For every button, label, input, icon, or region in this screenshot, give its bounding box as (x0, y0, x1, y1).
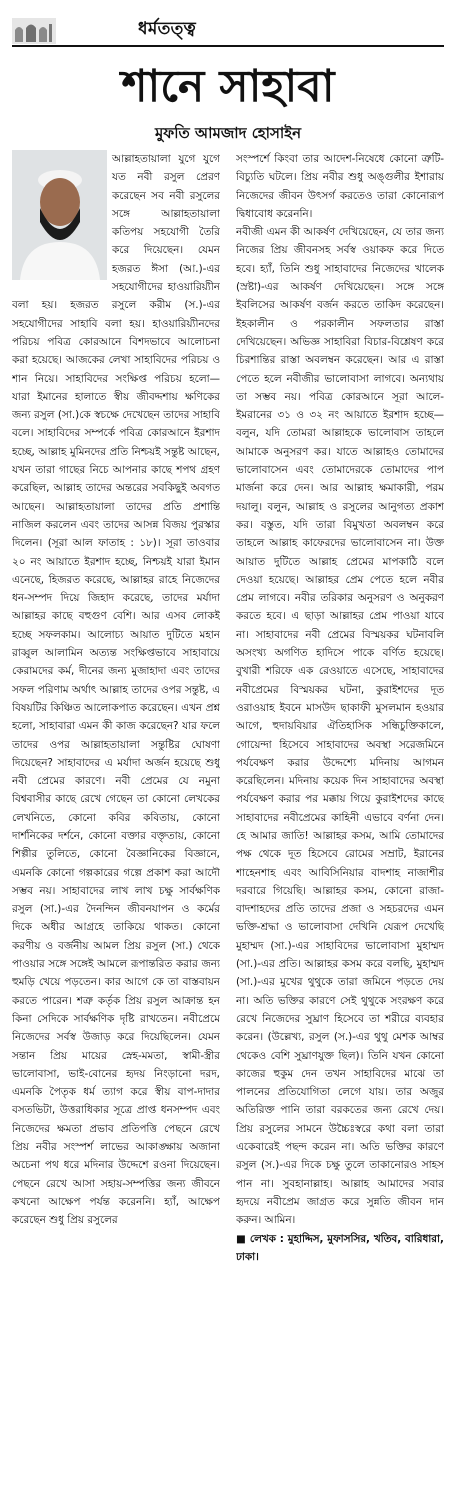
section-logo-icon (12, 18, 56, 44)
article-title: শানে সাহাবা (121, 61, 335, 112)
article-paragraph: আল্লাহতায়ালা যুগে যুগে যত নবী রসুল প্রেরণ করেছেন সব নবী রসুলের সঙ্গে আল্লাহতায়ালা কতিপয় সহযোগী তৈরি করে দিয়েছেন। যেমন হজরত ঈসা (আ.)-এর সহযোগীদের হাওয়ারিয়্যীন বলা হয়। হজরত রসুলে করীম (স.)-এর সহযোগীদের সাহাবি বলা হয়। হাওয়ারিয়্যীনদের পরিচয় পবিত্র কোরআনে বিশদভাবে আলোচনা করা হয়েছে। আজকের লেখা সাহাবিদের পরিচয় ও শান নিয়ে। সাহাবিদের সংক্ষিপ্ত পরিচয় হলো— যারা ইমানের হালাতে স্বীয় জীবদ্দশায় ক্ষণিকের জন্য রসুল (সা.)কে স্বচক্ষে দেখেছেন তাদের সাহাবি বলে। সাহাবিদের সম্পর্কে পবিত্র কোরআনে ইরশাদ হচ্ছে, আল্লাহ মুমিনদের প্রতি নিশ্চয়ই সন্তুষ্ট আছেন, যখন তারা গাছের নিচে আপনার কাছে শপথ গ্রহণ করেছিল, আল্লাহ তাদের অন্তরের সবকিছুই অবগত আছেন। আল্লাহতায়ালা তাদের প্রতি প্রশান্তি নাজিল করলেন এবং তাদের আসন্ন বিজয় পুরস্কার দিলেন। (সূরা আল ফাতাহ : ১৮)। সূরা তাওবার ২০ নং আয়াতে ইরশাদ হচ্ছে, নিশ্চয়ই যারা ইমান এনেছে, হিজরত করেছে, আল্লাহর রাহে নিজেদের ধন-সম্পদ দিয়ে জিহাদ করেছে, তাদের মর্যাদা আল্লাহর কাছে বহুগুণ বেশি। আর এসব লোকই হচ্ছে সফলকাম। আলোচ্য আয়াত দুটিতে মহান রাব্বুল আলামিন অত্যন্ত সংক্ষিপ্তভাবে সাহাবায়ে কেরামদের কর্ম, দীনের জন্য মুজাহাদা এবং তাদের সফল পরিণাম অর্থাৎ আল্লাহ তাদের ওপর সন্তুষ্ট, এ বিষয়টির কিঞ্চিত আলোকপাত করেছেন। এখন প্রশ্ন হলো, সাহাবারা এমন কী কাজ করেছেন? যার ফলে তাদের ওপর আল্লাহতায়ালা সন্তুষ্টির ঘোষণা দিয়েছেন? সাহাবাদের এ মর্যাদা অর্জন হয়েছে শুধু নবী প্রেমের কারণে। নবী প্রেমের যে নমুনা বিশ্ববাসীর কাছে রেখে গেছেন তা কোনো লেখকের লেখনিতে, কোনো কবির কবিতায়, কোনো দার্শনিকের দর্শনে, কোনো বক্তার বক্তৃতায়, কোনো শিল্পীর তুলিতে, কোনো বৈজ্ঞানিকের বিজ্ঞানে, এমনকি কোনো গল্পকারের গল্পে প্রকাশ করা আদৌ সম্ভব নয়। সাহাবাদের লাখ লাখ চক্ষু সার্বক্ষণিক রসুল (সা.)-এর দৈনন্দিন জীবনযাপন ও কর্মের দিকে অধীর আগ্রহে তাকিয়ে থাকত। কোনো করণীয় ও বর্জনীয় আমল প্রিয় রসুল (সা.) থেকে পাওয়ার সঙ্গে সঙ্গেই আমলে রূপান্তরিত করার জন্য হুমড়ি খেয়ে পড়তেন। কার আগে কে তা বাস্তবায়ন করতে পারেন। শত্রু কর্তৃক প্রিয় রসুল আক্রান্ত হন কিনা সেদিকে সার্বক্ষণিক দৃষ্টি রাখতেন। নবীপ্রেমে নিজেদের সর্বস্ব উজাড় করে দিয়েছিলেন। যেমন সন্তান প্রিয় মায়ের স্নেহ-মমতা, স্বামী-স্ত্রীর ভালোবাসা, ভাই-বোনের হৃদয় নিংড়ানো দরদ, এমনকি পৈতৃক ধর্ম ত্যাগ করে স্বীয় বাপ-দাদার বসতভিটা, উত্তরাধিকার সূত্রে প্রাপ্ত ধনসম্পদ এবং নিজেদের ক্ষমতা প্রভাব প্রতিপত্তি পেছনে রেখে প্রিয় নবীর সংস্পর্শ লাভের আকাঙ্ক্ষায় অজানা অচেনা পথ ধরে মদিনার উদ্দেশে রওনা দিয়েছেন। পেছনে রেখে আসা সহায়-সম্পত্তির জন্য জীবনে কখনো আক্ষেপ পর্যন্ত করেননি। হ্যাঁ, আক্ষেপ করেছেন শুধু প্রিয় রসুলের (12, 153, 220, 1227)
section-label: ধর্মতত্ত্ব (138, 19, 197, 39)
author-note: ■ লেখক : মুহাদ্দিস, মুফাসসির, খতিব, বারিধারা, ঢাকা। (236, 1232, 444, 1263)
photo-spacer (12, 150, 112, 280)
article-paragraph: নবীজী এমন কী আকর্ষণ দেখিয়েছেন, যে তার জন্য নিজের প্রিয় জীবনসহ সর্বস্ব ওয়াকফ করে দিতে হবে। হ্যাঁ, তিনি শুধু সাহাবাদের নিজেদের খালেক (স্রষ্টা)-এর আকর্ষণ দেখিয়েছেন। সঙ্গে সঙ্গে ইবলিসের আকর্ষণ বর্জন করতে তাকিদ করেছেন। ইহকালীন ও পরকালীন সফলতার রাস্তা দেখিয়েছেন। অভিজ্ঞ সাহাবিরা বিচার-বিশ্লেষণ করে চিরশান্তির রাস্তা অবলম্বন করেছেন। আর এ রাস্তা পেতে হলে নবীজীর ভালোবাসা লাগবে। অন্যথায় তা সম্ভব নয়। পবিত্র কোরআনে সূরা আলে-ইমরানের ৩১ ও ৩২ নং আয়াতে ইরশাদ হচ্ছে— বলুন, যদি তোমরা আল্লাহকে ভালোবাস তাহলে আমাকে অনুসরণ কর। যাতে আল্লাহও তোমাদের ভালোবাসেন এবং তোমাদেরকে তোমাদের পাপ মার্জনা করে দেন। আর আল্লাহ ক্ষমাকারী, পরম দয়ালু। বলুন, আল্লাহ ও রসুলের আনুগত্য প্রকাশ কর। বস্তুত, যদি তারা বিমুখতা অবলম্বন করে তাহলে আল্লাহ কাফেরদের ভালোবাসেন না। উক্ত আয়াত দুটিতে আল্লাহ প্রেমের মাপকাঠি বলে দেওয়া হয়েছে। আল্লাহর প্রেম পেতে হলে নবীর প্রেম লাগবে। নবীর তরিকার অনুসরণ ও অনুকরণ করতে হবে। এ ছাড়া আল্লাহর প্রেম পাওয়া যাবে না। সাহাবাদের নবী প্রেমের বিস্ময়কর ঘটনাবলি অসংখ্য অগণিত হাদিসে পাকে বর্ণিত হয়েছে। বুখারী শরিফে এক রেওয়াতে এসেছে, সাহাবাদের নবীপ্রেমের বিস্ময়কর ঘটনা, কুরাইশদের দূত ওরাওয়াহ ইবনে মাসউদ ছাকাফী মুসলমান হওয়ার আগে, হুদায়বিয়ার ঐতিহাসিক সন্ধিচুক্তিকালে, গোয়েন্দা হিসেবে সাহাবাদের অবস্থা সরেজমিনে পর্যবেক্ষণ করার উদ্দেশ্যে মদিনায় আগমন করেছিলেন। মদিনায় কয়েক দিন সাহাবাদের অবস্থা পর্যবেক্ষণ করার পর মক্কায় গিয়ে কুরাইশদের কাছে সাহাবাদের নবীপ্রেমের কাহিনী এভাবে বর্ণনা দেন। হে আমার জাতি! আল্লাহর কসম, আমি তোমাদের পক্ষ থেকে দূত হিসেবে রোমের সম্রাট, ইরানের শাহেনশাহ এবং আবিসিনিয়ার বাদশাহ নাজাশীর দরবারে গিয়েছি। আল্লাহর কসম, কোনো রাজা-বাদশাহদের প্রতি তাদের প্রজা ও সহচরদের এমন ভক্তি-শ্রদ্ধা ও ভালোবাসা দেখিনি যেরূপ দেখেছি মুহাম্মদ (সা.)-এর সাহাবিদের ভালোবাসা মুহাম্মদ (সা.)-এর প্রতি। আল্লাহর কসম করে বলছি, মুহাম্মদ (সা.)-এর মুখের থুথুকে তারা জমিনে পড়তে দেয় না। অতি ভক্তির কারণে সেই থুথুকে সংরক্ষণ করে রেখে নিজেদের সুঘ্রাণ হিসেবে তা শরীরে ব্যবহার করেন। (উল্লেখ্য, রসুল (স.)-এর থুথু মেশক আম্বর থেকেও বেশি সুঘ্রাণযুক্ত ছিল)। তিনি যখন কোনো কাজের হুকুম দেন তখন সাহাবিদের মাঝে তা পালনের প্রতিযোগিতা লেগে যায়। তার অজুর অতিরিক্ত পানি তারা বরকতের জন্য রেখে দেয়। প্রিয় রসুলের সামনে উচ্চৈঃস্বরে কথা বলা তারা একেবারেই পছন্দ করেন না। অতি ভক্তির কারণে রসুল (স.)-এর দিকে চক্ষু তুলে তাকানোরও সাহস পান না। সুবহানাল্লাহ। আল্লাহ আমাদের সবার হৃদয়ে নবীপ্রেম জাগ্রত করে সুন্নতি জীবন দান করুন। আমিন। (236, 226, 444, 1227)
header-rule (12, 45, 444, 47)
article-author: মুফতি আমজাদ হোসাইন (154, 124, 302, 142)
page-header (0, 0, 456, 50)
article-column-left (12, 150, 220, 1475)
article-paragraph: সংস্পর্শে কিংবা তার আদেশ-নিষেধে কোনো ত্রুটি-বিচ্যুতি ঘটলে। প্রিয় নবীর শুধু অঙ্গুলীর ইশারায় নিজেদের জীবন উৎসর্গ করতেও তারা কোনোরূপ দ্বিধাবোধ করেননি। (236, 153, 444, 220)
article-column-right (236, 150, 444, 1480)
